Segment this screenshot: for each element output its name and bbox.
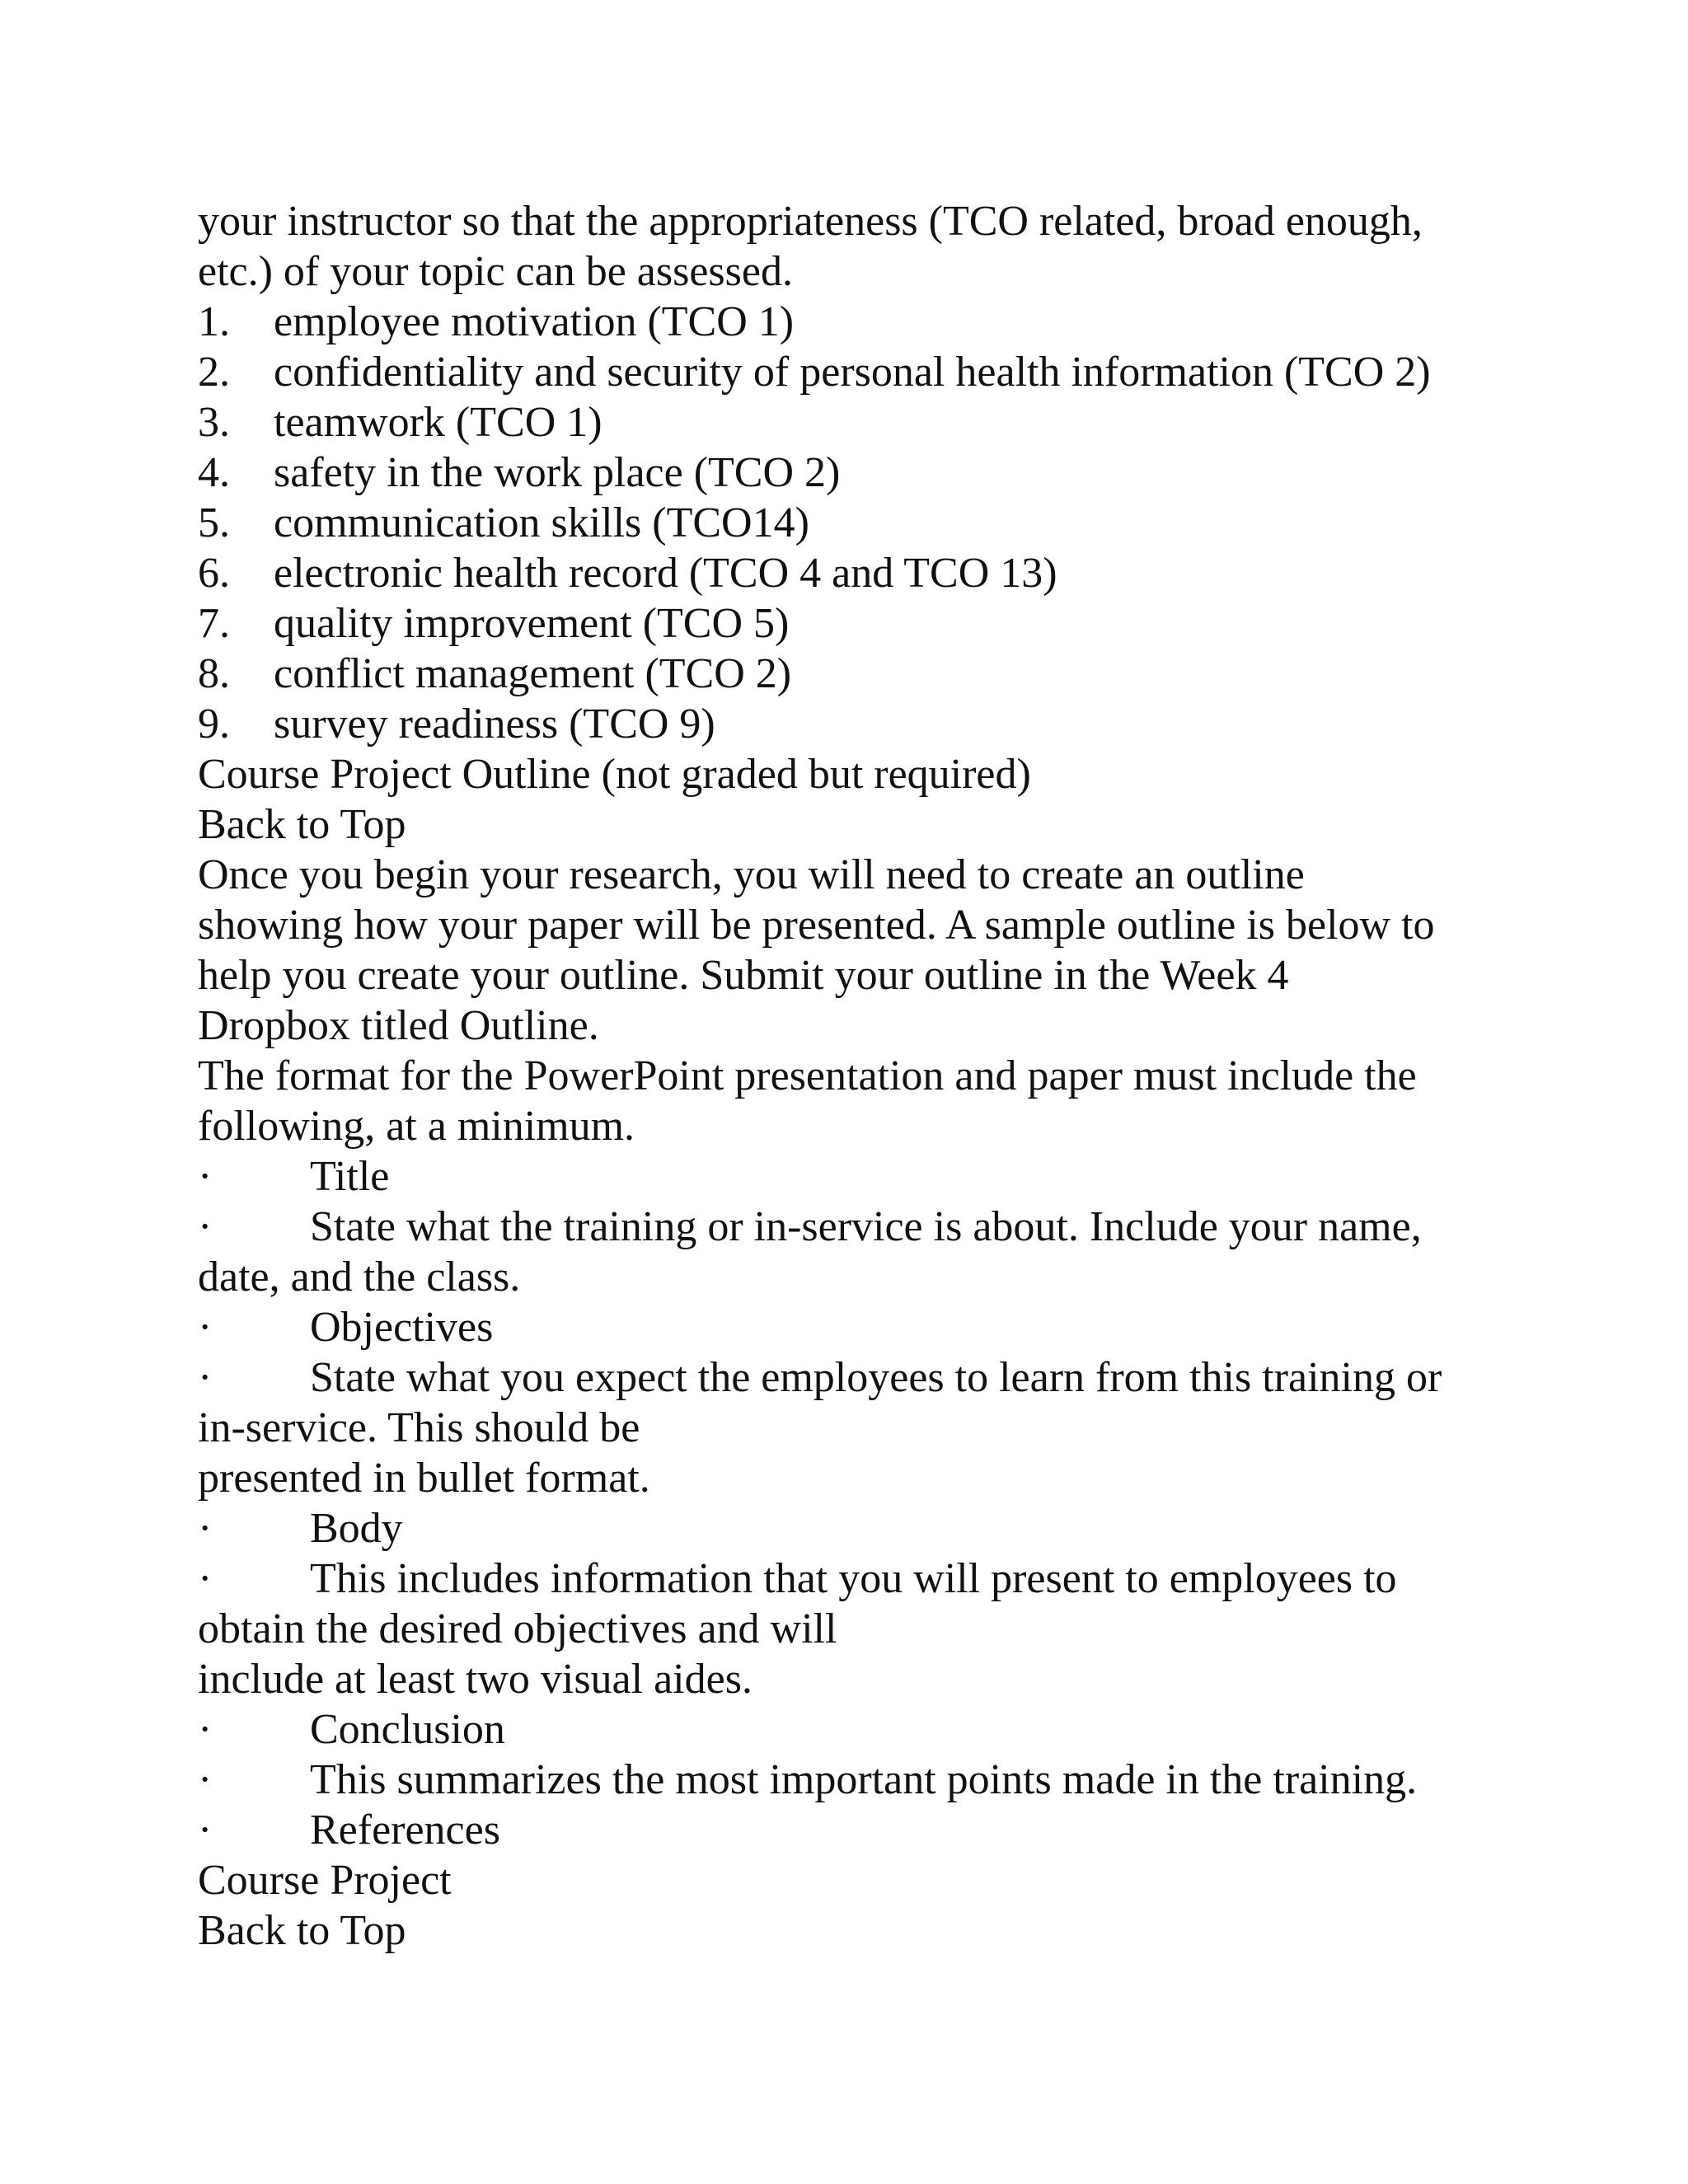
format-bullet-item [198,1554,1550,1604]
format-bullet-item [198,1704,1550,1755]
format-item-title: Body [310,1505,403,1552]
list-number: 7. [198,600,230,647]
format-item-title: Objectives [310,1304,494,1351]
list-number: 5. [198,499,230,546]
bullet-icon: · [198,1153,213,1200]
format-item-description: This summarizes the most important points made in the training. [310,1756,1418,1803]
format-item-description: State what you expect the employees to learn from this training or [310,1354,1442,1401]
list-number: 8. [198,650,230,697]
outline-paragraph-line: showing how your paper will be presented. A sample outline is below to [198,902,1435,949]
topic-list-item [198,598,1550,649]
document-content [198,196,1550,1956]
outline-paragraph-line: help you create your outline. Submit your outline in the Week 4 [198,952,1289,999]
topic-text: electronic health record (TCO 4 and TCO 13) [274,550,1057,597]
format-item-title: Title [310,1153,390,1200]
format-item-description: presented in bullet format. [198,1455,650,1502]
format-item-description: This includes information that you will present to employees to [310,1555,1397,1602]
topic-text: survey readiness (TCO 9) [274,701,715,748]
topic-list-item [198,347,1550,397]
bullet-icon: · [198,1807,213,1854]
format-bullet-item [198,1805,1550,1855]
format-item-description: date, and the class. [198,1254,521,1301]
format-bullet-item [198,1755,1550,1805]
intro-line: etc.) of your topic can be assessed. [198,248,793,295]
bullet-icon: · [198,1304,213,1351]
list-number: 9. [198,701,230,748]
topic-list-item [198,297,1550,347]
format-item-description: State what the training or in-service is about. Include your name, [310,1203,1422,1250]
format-item-title: References [310,1807,500,1854]
format-item-description: include at least two visual aides. [198,1656,753,1703]
back-to-top-link[interactable]: Back to Top [198,801,406,848]
format-item-description: obtain the desired objectives and will [198,1605,837,1652]
list-number: 3. [198,399,230,446]
format-item-title: Conclusion [310,1706,505,1753]
topic-text: conflict management (TCO 2) [274,650,792,697]
topic-list-item [198,699,1550,749]
format-bullet-item [198,1503,1550,1554]
bullet-icon: · [198,1706,213,1753]
list-number: 6. [198,550,230,597]
outline-paragraph-line: Once you begin your research, you will need to create an outline [198,851,1305,898]
topic-list-item [198,548,1550,598]
format-paragraph-line: The format for the PowerPoint presentation and paper must include the [198,1052,1417,1099]
topic-text: communication skills (TCO14) [274,499,809,546]
list-number: 1. [198,298,230,345]
topic-list-item [198,649,1550,699]
topic-list-item [198,448,1550,498]
bullet-icon: · [198,1505,213,1552]
bullet-icon: · [198,1756,213,1803]
bullet-icon: · [198,1555,213,1602]
list-number: 2. [198,349,230,396]
topic-text: employee motivation (TCO 1) [274,298,795,345]
list-number: 4. [198,449,230,496]
outline-heading: Course Project Outline (not graded but required) [198,751,1031,798]
topic-text: safety in the work place (TCO 2) [274,449,841,496]
topic-text: confidentiality and security of personal health information (TCO 2) [274,349,1431,396]
bullet-icon: · [198,1203,213,1250]
format-bullet-item [198,1352,1550,1403]
back-to-top-link[interactable]: Back to Top [198,1907,406,1954]
topic-text: quality improvement (TCO 5) [274,600,790,647]
topic-text: teamwork (TCO 1) [274,399,603,446]
outline-paragraph-line: Dropbox titled Outline. [198,1002,599,1049]
topic-list-item [198,397,1550,448]
course-project-heading: Course Project [198,1857,452,1904]
intro-line: your instructor so that the appropriateness (TCO related, broad enough, [198,198,1423,245]
format-bullet-item [198,1151,1550,1202]
topic-list-item [198,498,1550,548]
format-bullet-item [198,1302,1550,1352]
format-bullet-item [198,1202,1550,1252]
format-paragraph-line: following, at a minimum. [198,1103,635,1150]
format-item-description: in-service. This should be [198,1404,640,1451]
bullet-icon: · [198,1354,213,1401]
